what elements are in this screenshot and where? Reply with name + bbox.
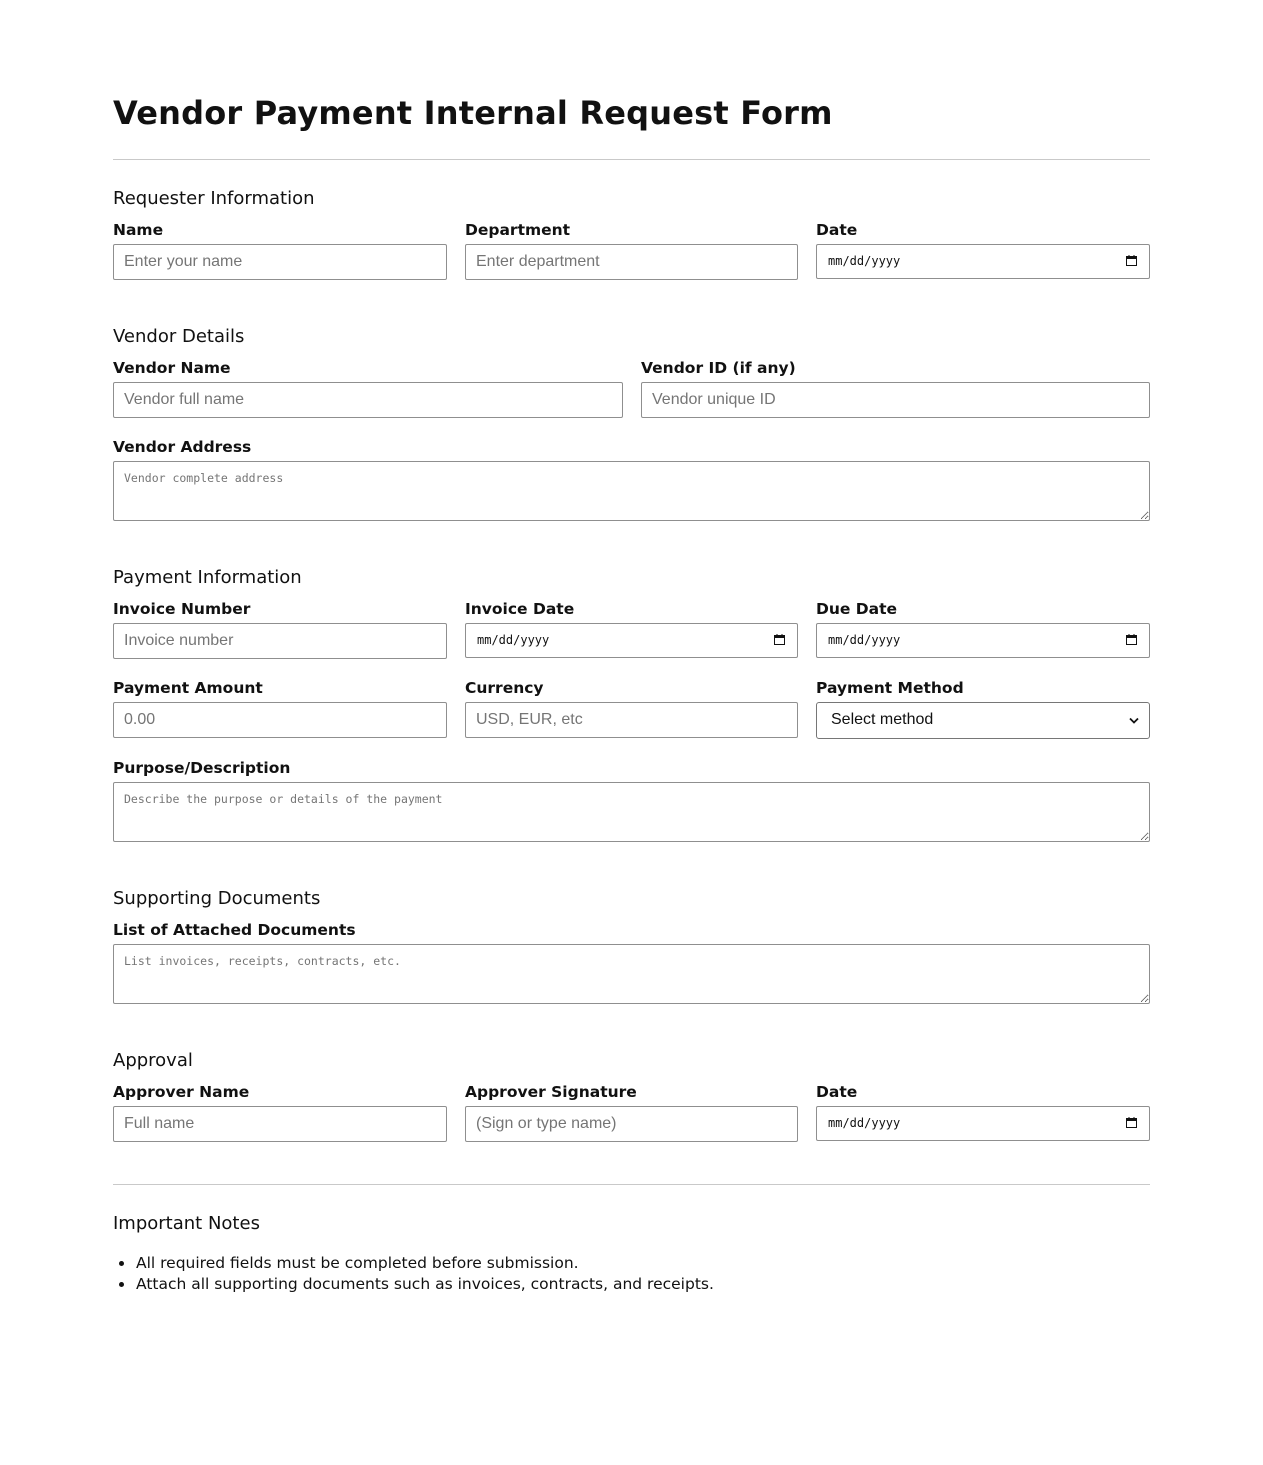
- approval-date-value: mm/dd/yyyy: [828, 1116, 901, 1130]
- approver-name-input[interactable]: [113, 1106, 447, 1142]
- due-date-label: Due Date: [816, 600, 898, 618]
- invoice-number-label: Invoice Number: [113, 600, 251, 618]
- documents-list-textarea[interactable]: [113, 944, 1150, 1004]
- documents-section-title: Supporting Documents: [113, 888, 321, 909]
- title-divider: [113, 159, 1150, 160]
- notes-list: [113, 1253, 714, 1295]
- payment-section-title: Payment Information: [113, 567, 302, 588]
- purpose-textarea[interactable]: [113, 782, 1150, 842]
- documents-list-label: List of Attached Documents: [113, 921, 356, 939]
- notes-section-title: Important Notes: [113, 1213, 260, 1234]
- invoice-number-input[interactable]: [113, 623, 447, 659]
- calendar-icon[interactable]: [1126, 1117, 1137, 1128]
- requester-section-title: Requester Information: [113, 188, 315, 209]
- date-value: mm/dd/yyyy: [828, 254, 901, 268]
- vendor-name-label: Vendor Name: [113, 359, 231, 377]
- vendor-name-input[interactable]: [113, 382, 623, 418]
- approver-signature-label: Approver Signature: [465, 1083, 637, 1101]
- approval-date-label: Date: [816, 1083, 858, 1101]
- department-input[interactable]: [465, 244, 798, 280]
- payment-method-selected: Select method: [831, 711, 934, 728]
- calendar-icon[interactable]: [1126, 255, 1137, 266]
- currency-label: Currency: [465, 679, 544, 697]
- vendor-id-input[interactable]: [641, 382, 1150, 418]
- list-item: • Attach all supporting documents such as invoices, contracts, and receipts.: [135, 1274, 714, 1295]
- purpose-label: Purpose/Description: [113, 759, 291, 777]
- invoice-date-value: mm/dd/yyyy: [477, 633, 550, 647]
- due-date-input[interactable]: [816, 623, 1150, 658]
- page-title: Vendor Payment Internal Request Form: [113, 94, 833, 132]
- department-label: Department: [465, 221, 571, 239]
- payment-method-label: Payment Method: [816, 679, 964, 697]
- vendor-address-textarea[interactable]: [113, 461, 1150, 521]
- payment-amount-input[interactable]: [113, 702, 447, 738]
- invoice-date-input[interactable]: [465, 623, 798, 658]
- calendar-icon[interactable]: [1126, 634, 1137, 645]
- calendar-icon[interactable]: [774, 634, 785, 645]
- vendor-address-label: Vendor Address: [113, 438, 252, 456]
- approval-date-input[interactable]: [816, 1106, 1150, 1141]
- vendor-section-title: Vendor Details: [113, 326, 245, 347]
- name-label: Name: [113, 221, 164, 239]
- notes-divider: [113, 1184, 1150, 1185]
- list-item: • All required fields must be completed before submission.: [135, 1253, 714, 1274]
- request-date-input[interactable]: [816, 244, 1150, 279]
- chevron-down-icon[interactable]: [1129, 717, 1139, 725]
- approval-section-title: Approval: [113, 1050, 193, 1071]
- invoice-date-label: Invoice Date: [465, 600, 575, 618]
- vendor-id-label: Vendor ID (if any): [641, 359, 796, 377]
- page-bottom-blank: [0, 1300, 1263, 1465]
- currency-input[interactable]: [465, 702, 798, 738]
- payment-amount-label: Payment Amount: [113, 679, 263, 697]
- payment-method-select[interactable]: [816, 702, 1150, 739]
- due-date-value: mm/dd/yyyy: [828, 633, 901, 647]
- date-label: Date: [816, 221, 858, 239]
- approver-signature-input[interactable]: [465, 1106, 798, 1142]
- name-input[interactable]: [113, 244, 447, 280]
- approver-name-label: Approver Name: [113, 1083, 250, 1101]
